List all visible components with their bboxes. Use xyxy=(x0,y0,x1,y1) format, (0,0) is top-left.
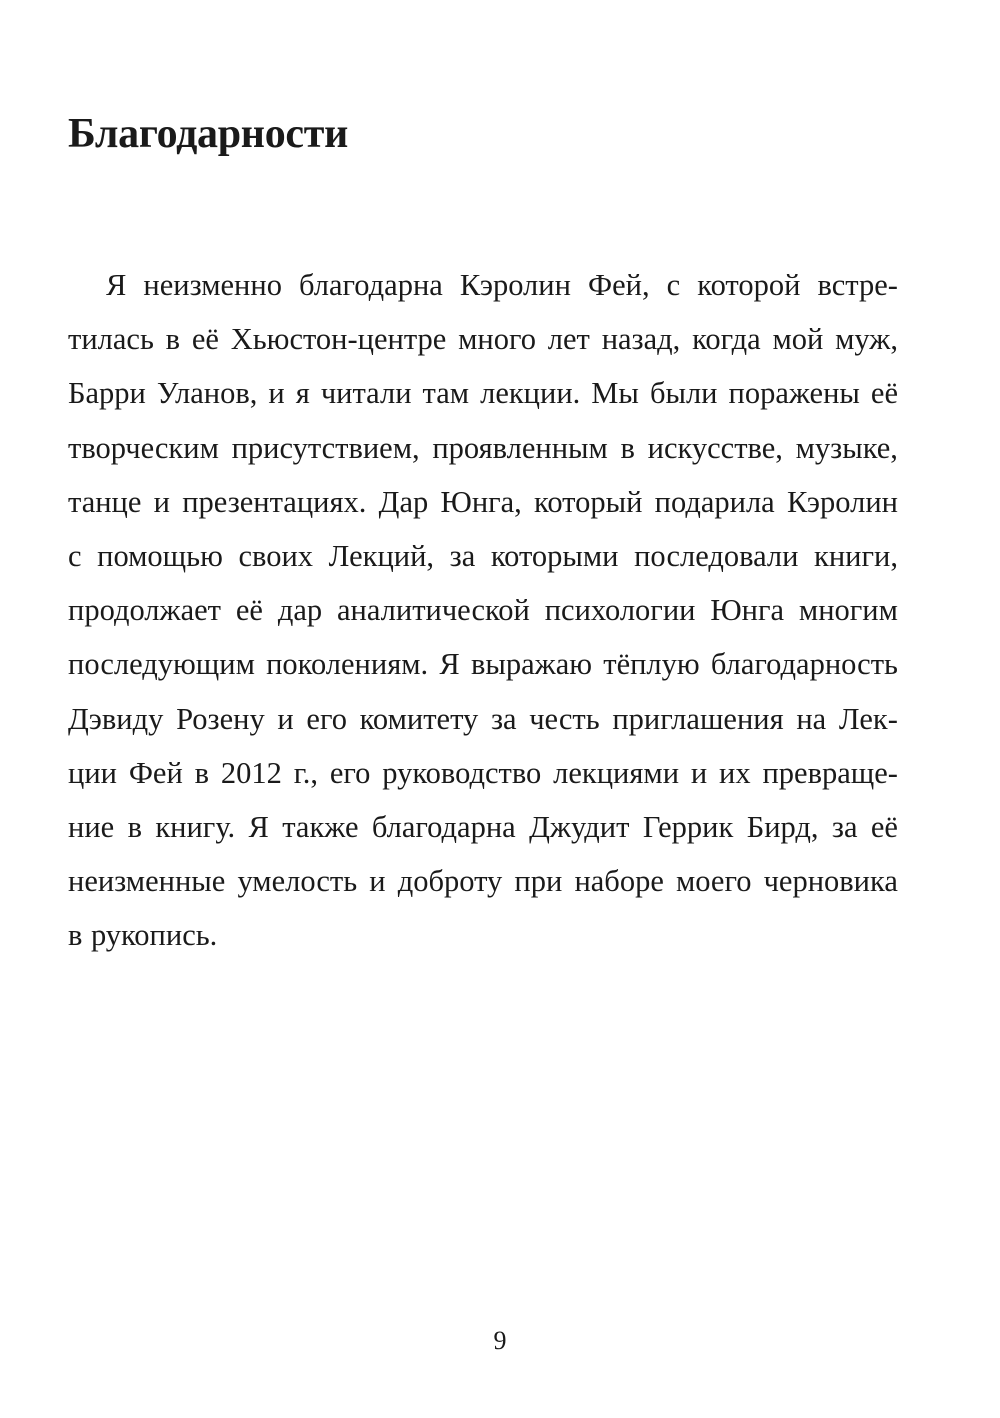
paragraph-line: танце и презентациях. Дар Юнга, который подарила Кэролин xyxy=(68,484,898,519)
paragraph-line: в рукопись. xyxy=(68,918,218,953)
paragraph-line: Барри Уланов, и я читали там лекции. Мы были поражены её xyxy=(68,376,898,411)
paragraph-line: последующим поколениям. Я выражаю тёплую благодарность xyxy=(68,647,898,682)
paragraph-line: неизменные умелость и доброту при наборе моего черновика xyxy=(68,864,898,899)
page-title: Благодарности xyxy=(68,111,348,157)
paragraph-line: Я неизменно благодарна Кэролин Фей, с которой встре- xyxy=(106,268,898,302)
paragraph-line: тилась в её Хьюстон-центре много лет назад, когда мой муж, xyxy=(68,322,898,357)
page-number: 9 xyxy=(493,1326,507,1355)
paragraph-line: ции Фей в 2012 г., его руководство лекциями и их превраще- xyxy=(68,755,898,790)
paragraph-line: продолжает её дар аналитической психологии Юнга многим xyxy=(68,593,898,628)
paragraph-line: Дэвиду Розену и его комитету за честь приглашения на Лек- xyxy=(68,701,898,736)
paragraph-line: творческим присутствием, проявленным в искусстве, музыке, xyxy=(68,430,898,465)
paragraph-line: ние в книгу. Я также благодарна Джудит Геррик Бирд, за её xyxy=(68,809,898,844)
paragraph-line: с помощью своих Лекций, за которыми последовали книги, xyxy=(68,538,898,573)
acknowledgements-paragraph xyxy=(68,258,898,962)
